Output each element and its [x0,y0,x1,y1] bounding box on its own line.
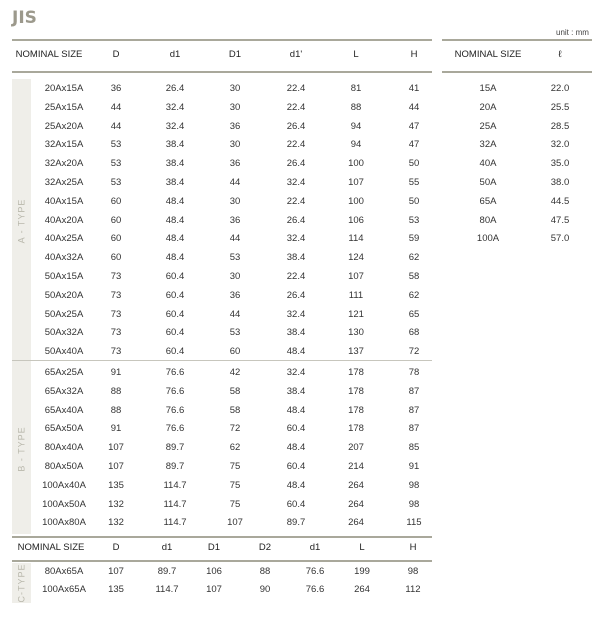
row-value: 50 [408,195,420,207]
row-nominal-size: 32Ax15A [44,139,84,151]
row-value: 36 [229,158,241,170]
row-value: 87 [408,385,420,397]
row-nominal-size: 80Ax50A [44,461,84,472]
row-value: 38.4 [286,327,306,339]
row-nominal-size: 20A [479,101,497,113]
row-value: 100 [348,195,364,207]
row-nominal-size: 50Ax15A [44,271,84,282]
row-value: 121 [348,308,364,320]
row-value: 178 [348,423,364,435]
row-value: 214 [348,461,364,472]
row-value: 60.4 [286,423,306,435]
row-value: 32.4 [286,308,306,320]
row-value: 60 [110,214,122,226]
row-value: 62 [229,442,241,454]
row-value: 76.6 [165,423,185,435]
group-divider [12,360,432,361]
row-value: 53 [229,327,241,339]
row-nominal-size: 25A [479,120,497,132]
column-header: d1' [289,49,303,60]
column-header: H [409,542,417,553]
row-value: 44 [110,120,122,132]
row-value: 264 [348,479,364,491]
row-value: 106 [348,214,364,226]
row-value: 36 [110,83,122,94]
row-nominal-size: 50A [479,177,497,188]
row-value: 48.4 [165,233,185,245]
row-nominal-size: 100Ax40A [42,479,86,491]
header-bottom-rule [12,71,432,73]
column-header: D1 [228,49,242,60]
row-value: 48.4 [286,346,306,358]
row-nominal-size: 32Ax25A [44,177,84,188]
row-value: 62 [408,289,420,301]
row-value: 94 [350,139,362,151]
row-value: 38.4 [165,158,185,170]
row-value: 98 [408,498,420,510]
row-value: 41 [408,83,420,94]
type-label-text: A - TYPE [16,198,27,244]
row-value: 32.4 [286,367,306,378]
row-value: 100 [348,158,364,170]
row-nominal-size: 25Ax15A [44,101,84,113]
row-nominal-size: 32A [479,139,497,151]
row-value: 107 [348,271,364,282]
row-value: 107 [348,177,364,188]
row-value: 132 [108,498,124,510]
row-value: 38.4 [286,385,306,397]
row-value: 135 [108,479,124,491]
row-value: 53 [110,158,122,170]
row-value: 178 [348,404,364,416]
row-value: 72 [229,423,241,435]
row-value: 57.0 [550,233,570,245]
column-header: d1 [161,542,173,553]
row-value: 26.4 [286,158,306,170]
row-value: 87 [408,404,420,416]
row-value: 48.4 [286,404,306,416]
row-nominal-size: 50Ax32A [44,327,84,339]
row-value: 60.4 [165,271,185,282]
row-value: 58 [408,271,420,282]
row-value: 107 [108,461,124,472]
row-value: 78 [408,367,420,378]
row-value: 178 [348,385,364,397]
row-value: 32.4 [286,233,306,245]
row-value: 38.0 [550,177,570,188]
row-nominal-size: 80Ax40A [44,442,84,454]
row-nominal-size: 50Ax20A [44,289,84,301]
row-value: 88 [110,385,122,397]
row-value: 199 [354,566,370,577]
row-value: 26.4 [286,289,306,301]
row-value: 73 [110,289,122,301]
row-value: 32.4 [165,101,185,113]
row-value: 35.0 [550,158,570,170]
row-value: 32.4 [165,120,185,132]
row-value: 65 [408,308,420,320]
row-value: 76.6 [165,404,185,416]
row-value: 264 [348,517,364,529]
row-value: 88 [259,566,271,577]
row-value: 32.4 [286,177,306,188]
row-value: 73 [110,346,122,358]
row-value: 135 [108,584,124,595]
row-value: 60 [229,346,241,358]
row-nominal-size: 40Ax15A [44,195,84,207]
row-value: 48.4 [286,479,306,491]
row-value: 89.7 [165,461,185,472]
column-header: NOMINAL SIZE [15,49,83,60]
column-header: D2 [258,542,272,553]
row-value: 47 [408,139,420,151]
row-nominal-size: 65Ax25A [44,367,84,378]
row-value: 53 [110,139,122,151]
row-value: 107 [206,584,222,595]
type-label-text: C-TYPE [16,563,27,603]
row-value: 89.7 [157,566,177,577]
row-value: 58 [229,404,241,416]
row-value: 107 [108,442,124,454]
row-value: 22.4 [286,139,306,151]
row-value: 178 [348,367,364,378]
row-value: 130 [348,327,364,339]
row-value: 55 [408,177,420,188]
row-value: 60 [110,252,122,264]
row-value: 106 [206,566,222,577]
row-value: 36 [229,120,241,132]
row-value: 44 [110,101,122,113]
type-label-text: B - TYPE [16,425,27,472]
row-value: 30 [229,83,241,94]
row-nominal-size: 40Ax32A [44,252,84,264]
row-value: 73 [110,327,122,339]
row-value: 60.4 [165,346,185,358]
row-value: 59 [408,233,420,245]
row-value: 38.4 [165,139,185,151]
row-value: 114 [348,233,364,245]
row-value: 44 [229,233,241,245]
c-header-bottom-rule [12,560,432,562]
row-value: 75 [229,479,241,491]
row-nominal-size: 40Ax25A [44,233,84,245]
row-value: 75 [229,461,241,472]
row-nominal-size: 80Ax65A [44,566,84,577]
row-value: 264 [354,584,370,595]
row-value: 81 [350,83,362,94]
row-value: 26.4 [286,120,306,132]
column-header: NOMINAL SIZE [454,49,522,60]
row-value: 107 [227,517,243,529]
row-value: 115 [406,517,422,529]
row-value: 60.4 [286,498,306,510]
header-top-rule [12,39,432,41]
side-header-top-rule [442,39,592,41]
row-nominal-size: 100Ax50A [42,498,86,510]
row-value: 48.4 [165,252,185,264]
row-value: 60 [110,233,122,245]
row-value: 112 [405,584,421,595]
row-value: 89.7 [286,517,306,529]
row-value: 132 [108,517,124,529]
column-header: d1 [309,542,321,553]
type-label [12,563,31,603]
row-value: 30 [229,139,241,151]
row-nominal-size: 15A [479,83,497,94]
row-value: 76.6 [165,367,185,378]
row-value: 47.5 [550,214,570,226]
row-value: 53 [229,252,241,264]
row-value: 76.6 [165,385,185,397]
row-value: 91 [110,367,122,378]
row-nominal-size: 80A [479,214,497,226]
row-value: 114.7 [163,498,187,510]
row-value: 22.4 [286,101,306,113]
row-value: 30 [229,195,241,207]
row-value: 36 [229,214,241,226]
side-header-bottom-rule [442,71,592,73]
row-value: 88 [110,404,122,416]
row-value: 98 [407,566,419,577]
row-value: 30 [229,101,241,113]
column-header: L [353,49,359,60]
c-header-top-rule [12,536,432,538]
row-value: 114.7 [163,479,187,491]
row-nominal-size: 65Ax50A [44,423,84,435]
row-nominal-size: 20Ax15A [44,83,84,94]
column-header: ℓ [558,49,562,60]
column-header: D [112,542,120,553]
row-value: 62 [408,252,420,264]
row-value: 22.4 [286,271,306,282]
row-value: 60.4 [165,308,185,320]
row-value: 47 [408,120,420,132]
row-nominal-size: 40A [479,158,497,170]
column-header: NOMINAL SIZE [17,542,85,553]
row-value: 107 [108,566,124,577]
row-value: 98 [408,479,420,491]
row-value: 53 [110,177,122,188]
row-value: 90 [259,584,271,595]
row-value: 50 [408,158,420,170]
row-value: 124 [348,252,364,264]
row-value: 60 [110,195,122,207]
row-nominal-size: 32Ax20A [44,158,84,170]
row-nominal-size: 100A [476,233,500,245]
column-header: D1 [207,542,221,553]
row-value: 38.4 [286,252,306,264]
row-value: 28.5 [550,120,570,132]
row-value: 91 [408,461,420,472]
row-value: 58 [229,385,241,397]
row-value: 137 [348,346,364,358]
row-value: 264 [348,498,364,510]
type-label [12,79,31,363]
row-nominal-size: 100Ax65A [42,584,86,595]
row-value: 68 [408,327,420,339]
row-value: 36 [229,289,241,301]
row-nominal-size: 65A [479,195,497,207]
row-value: 32.0 [550,139,570,151]
column-header: L [359,542,365,553]
row-value: 207 [348,442,364,454]
row-value: 94 [350,120,362,132]
row-value: 114.7 [155,584,179,595]
row-nominal-size: 65Ax40A [44,404,84,416]
row-value: 87 [408,423,420,435]
unit-label: unit : mm [556,28,589,37]
row-value: 85 [408,442,420,454]
row-nominal-size: 25Ax20A [44,120,84,132]
row-nominal-size: 50Ax40A [44,346,84,358]
row-value: 30 [229,271,241,282]
row-value: 60.4 [165,289,185,301]
row-value: 114.7 [163,517,187,529]
row-value: 22.4 [286,195,306,207]
row-value: 25.5 [550,101,570,113]
row-value: 44 [229,177,241,188]
row-nominal-size: 100Ax80A [42,517,86,529]
column-header: D [112,49,120,60]
row-value: 26.4 [165,83,185,94]
row-value: 48.4 [165,214,185,226]
row-nominal-size: 40Ax20A [44,214,84,226]
row-value: 26.4 [286,214,306,226]
row-value: 91 [110,423,122,435]
row-value: 76.6 [305,584,325,595]
row-value: 48.4 [286,442,306,454]
column-header: H [410,49,418,60]
row-value: 38.4 [165,177,185,188]
row-value: 111 [348,289,364,301]
row-value: 88 [350,101,362,113]
row-value: 44 [408,101,420,113]
row-value: 60.4 [286,461,306,472]
row-value: 73 [110,308,122,320]
column-header: d1 [169,49,181,60]
row-nominal-size: 65Ax32A [44,385,84,397]
row-value: 72 [408,346,420,358]
row-value: 89.7 [165,442,185,454]
row-value: 73 [110,271,122,282]
page-title: JIS [12,8,37,28]
row-value: 22.4 [286,83,306,94]
row-nominal-size: 50Ax25A [44,308,84,320]
row-value: 44 [229,308,241,320]
row-value: 42 [229,367,241,378]
type-label [12,363,31,534]
row-value: 75 [229,498,241,510]
row-value: 53 [408,214,420,226]
row-value: 76.6 [305,566,325,577]
row-value: 44.5 [550,195,570,207]
row-value: 48.4 [165,195,185,207]
row-value: 60.4 [165,327,185,339]
row-value: 22.0 [550,83,570,94]
